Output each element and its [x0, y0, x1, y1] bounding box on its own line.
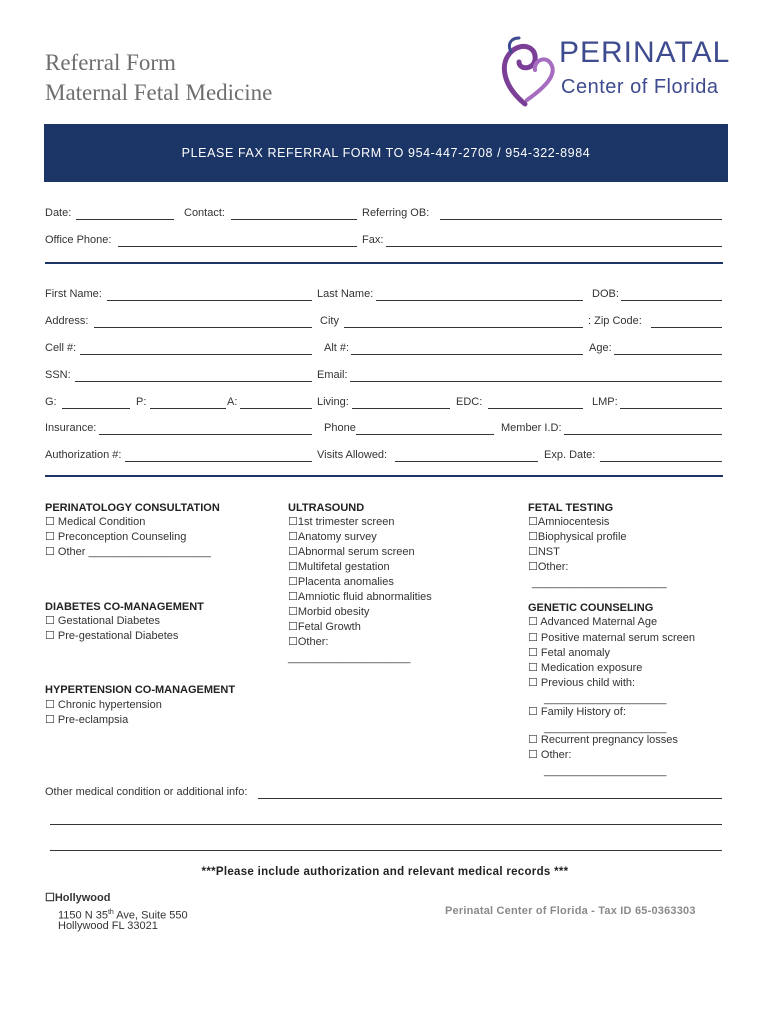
address-field[interactable]	[94, 327, 312, 328]
checkbox-fetal-other[interactable]: ☐Other:	[528, 561, 569, 573]
alt-field[interactable]	[351, 354, 583, 355]
zip-label: : Zip Code:	[588, 315, 642, 327]
visits-allowed-label: Visits Allowed:	[317, 449, 388, 461]
checkbox-amniotic-fluid[interactable]: ☐Amniotic fluid abnormalities	[288, 591, 432, 603]
living-label: Living:	[317, 396, 349, 408]
office-phone-field[interactable]	[118, 246, 357, 247]
other-info-field[interactable]	[258, 798, 722, 799]
ultrasound-other-field[interactable]: ____________________	[288, 652, 411, 664]
logo-tagline: Center of Florida	[561, 76, 719, 98]
family-history-field[interactable]: ____________________	[544, 722, 667, 734]
checkbox-hollywood[interactable]: ☐Hollywood	[45, 892, 111, 904]
city-field[interactable]	[344, 327, 583, 328]
age-label: Age:	[589, 342, 612, 354]
checkbox-anatomy-survey[interactable]: ☐Anatomy survey	[288, 531, 377, 543]
p-label: P:	[136, 396, 147, 408]
perinatology-title: PERINATOLOGY CONSULTATION	[45, 502, 220, 514]
dob-field[interactable]	[621, 300, 722, 301]
phone-field[interactable]	[356, 434, 494, 435]
logo-name: PERINATAL	[559, 36, 731, 69]
email-field[interactable]	[350, 381, 722, 382]
a-label: A:	[227, 396, 238, 408]
checkbox-fetal-anomaly[interactable]: ☐ Fetal anomaly	[528, 647, 611, 659]
checkbox-abnormal-serum[interactable]: ☐Abnormal serum screen	[288, 546, 415, 558]
referring-ob-label: Referring OB:	[362, 207, 430, 219]
checkbox-advanced-maternal-age[interactable]: ☐ Advanced Maternal Age	[528, 616, 658, 628]
other-info-line[interactable]	[50, 824, 722, 825]
exp-date-label: Exp. Date:	[544, 449, 596, 461]
p-field[interactable]	[150, 408, 226, 409]
checkbox-previous-child[interactable]: ☐ Previous child with:	[528, 677, 636, 689]
member-id-label: Member I.D:	[501, 422, 562, 434]
previous-child-field[interactable]: ____________________	[544, 693, 667, 705]
contact-label: Contact:	[184, 207, 225, 219]
edc-field[interactable]	[488, 408, 583, 409]
email-label: Email:	[317, 369, 348, 381]
phone-label: Phone	[324, 422, 356, 434]
city-label: City	[320, 315, 339, 327]
checkbox-fetal-growth[interactable]: ☐Fetal Growth	[288, 621, 361, 633]
lmp-label: LMP:	[592, 396, 618, 408]
cell-label: Cell #:	[45, 342, 77, 354]
address-suffix: Ave, Suite 550	[113, 909, 188, 922]
address-prefix: 1150 N 35	[58, 909, 108, 922]
form-title: Referral Form	[45, 50, 176, 75]
ssn-field[interactable]	[75, 381, 312, 382]
checkbox-morbid-obesity[interactable]: ☐Morbid obesity	[288, 606, 370, 618]
date-label: Date:	[45, 207, 72, 219]
g-label: G:	[45, 396, 57, 408]
checkbox-multifetal[interactable]: ☐Multifetal gestation	[288, 561, 390, 573]
contact-field[interactable]	[231, 219, 357, 220]
address-sup: th	[107, 909, 114, 916]
authorization-note: ***Please include authorization and relevant medical records ***	[201, 866, 569, 878]
checkbox-family-history[interactable]: ☐ Family History of:	[528, 706, 626, 718]
ultrasound-title: ULTRASOUND	[288, 502, 365, 514]
last-name-label: Last Name:	[317, 288, 374, 300]
other-info-line[interactable]	[50, 850, 722, 851]
checkbox-gestational-diabetes[interactable]: ☐ Gestational Diabetes	[45, 615, 161, 627]
location-city: Hollywood FL 33021	[58, 920, 158, 932]
last-name-field[interactable]	[376, 300, 583, 301]
visits-allowed-field[interactable]	[395, 461, 538, 462]
living-field[interactable]	[352, 408, 450, 409]
ssn-label: SSN:	[45, 369, 71, 381]
fax-field[interactable]	[386, 246, 722, 247]
other-info-label: Other medical condition or additional info:	[45, 786, 248, 798]
office-phone-label: Office Phone:	[45, 234, 112, 246]
heart-swirl-icon	[497, 34, 559, 110]
lmp-field[interactable]	[620, 408, 722, 409]
fetal-testing-title: FETAL TESTING	[528, 502, 614, 514]
exp-date-field[interactable]	[600, 461, 722, 462]
referring-ob-field[interactable]	[440, 219, 722, 220]
authorization-field[interactable]	[125, 461, 312, 462]
divider	[45, 475, 723, 477]
tax-id: Perinatal Center of Florida - Tax ID 65-0363303	[445, 905, 696, 917]
alt-label: Alt #:	[324, 342, 350, 354]
checkbox-pre-eclampsia[interactable]: ☐ Pre-eclampsia	[45, 714, 129, 726]
checkbox-other[interactable]: ☐ Other ____________________	[45, 546, 211, 558]
hypertension-title: HYPERTENSION CO-MANAGEMENT	[45, 684, 236, 696]
age-field[interactable]	[614, 354, 722, 355]
insurance-label: Insurance:	[45, 422, 97, 434]
member-id-field[interactable]	[564, 434, 722, 435]
divider	[45, 262, 723, 264]
a-field[interactable]	[240, 408, 312, 409]
dob-label: DOB:	[592, 288, 619, 300]
date-field[interactable]	[76, 219, 174, 220]
fax-banner: PLEASE FAX REFERRAL FORM TO 954-447-2708 / 954-322-8984	[44, 124, 728, 182]
zip-field[interactable]	[651, 327, 722, 328]
checkbox-recurrent-losses[interactable]: ☐ Recurrent pregnancy losses	[528, 734, 678, 746]
checkbox-1st-trimester[interactable]: ☐1st trimester screen	[288, 516, 395, 528]
form-subtitle: Maternal Fetal Medicine	[45, 80, 273, 105]
insurance-field[interactable]	[99, 434, 312, 435]
checkbox-placenta[interactable]: ☐Placenta anomalies	[288, 576, 394, 588]
logo	[497, 34, 731, 112]
diabetes-title: DIABETES CO-MANAGEMENT	[45, 601, 204, 613]
checkbox-preconception[interactable]: ☐ Preconception Counseling	[45, 531, 187, 543]
checkbox-positive-serum[interactable]: ☐ Positive maternal serum screen	[528, 632, 695, 644]
first-name-label: First Name:	[45, 288, 102, 300]
checkbox-genetic-other[interactable]: ☐ Other:	[528, 749, 572, 761]
fax-label: Fax:	[362, 234, 384, 246]
checkbox-nst[interactable]: ☐NST	[528, 546, 560, 558]
checkbox-medical-condition[interactable]: ☐ Medical Condition	[45, 516, 146, 528]
checkbox-amniocentesis[interactable]: ☐Amniocentesis	[528, 516, 610, 528]
checkbox-biophysical[interactable]: ☐Biophysical profile	[528, 531, 627, 543]
cell-field[interactable]	[80, 354, 312, 355]
checkbox-pregestational-diabetes[interactable]: ☐ Pre-gestational Diabetes	[45, 630, 179, 642]
authorization-label: Authorization #:	[45, 449, 122, 461]
first-name-field[interactable]	[107, 300, 312, 301]
fetal-other-field[interactable]: ______________________	[532, 577, 667, 589]
genetic-title: GENETIC COUNSELING	[528, 602, 654, 614]
genetic-other-field[interactable]: ____________________	[544, 765, 667, 777]
checkbox-medication-exposure[interactable]: ☐ Medication exposure	[528, 662, 643, 674]
edc-label: EDC:	[456, 396, 483, 408]
address-label: Address:	[45, 315, 89, 327]
checkbox-ultrasound-other[interactable]: ☐Other:	[288, 636, 329, 648]
g-field[interactable]	[62, 408, 130, 409]
checkbox-chronic-hypertension[interactable]: ☐ Chronic hypertension	[45, 699, 162, 711]
